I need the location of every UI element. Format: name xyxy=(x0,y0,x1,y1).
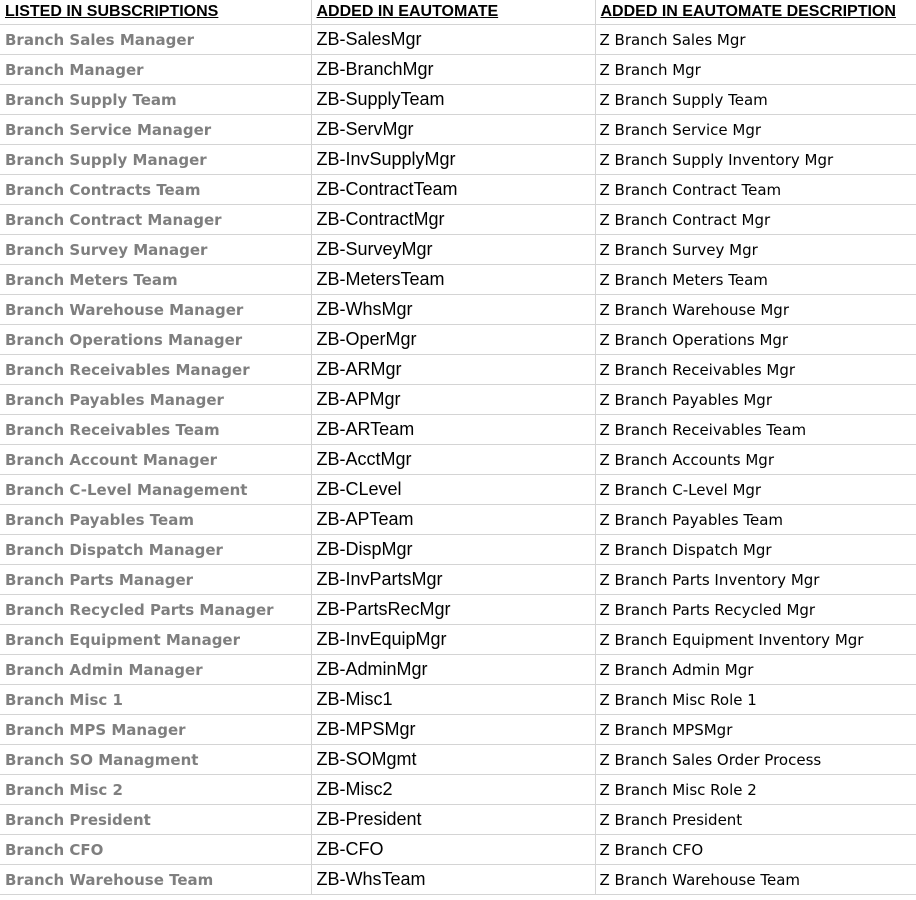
code-cell[interactable]: ZB-SurveyMgr xyxy=(311,235,595,265)
code-cell[interactable]: ZB-Misc1 xyxy=(311,685,595,715)
code-cell[interactable]: ZB-ARMgr xyxy=(311,355,595,385)
subscription-cell[interactable]: Branch Supply Team xyxy=(0,85,311,115)
description-cell[interactable]: Z Branch Parts Inventory Mgr xyxy=(595,565,916,595)
table-body xyxy=(0,25,916,895)
subscription-cell[interactable]: Branch Warehouse Manager xyxy=(0,295,311,325)
code-cell[interactable]: ZB-AcctMgr xyxy=(311,445,595,475)
table-row xyxy=(0,385,916,415)
description-cell[interactable]: Z Branch Operations Mgr xyxy=(595,325,916,355)
header-added-in-eautomate[interactable]: ADDED IN EAUTOMATE xyxy=(311,0,595,25)
code-cell[interactable]: ZB-WhsTeam xyxy=(311,865,595,895)
description-cell[interactable]: Z Branch CFO xyxy=(595,835,916,865)
table-row xyxy=(0,835,916,865)
header-listed-in-subscriptions[interactable]: LISTED IN SUBSCRIPTIONS xyxy=(0,0,311,25)
table-row xyxy=(0,85,916,115)
table-row xyxy=(0,355,916,385)
description-cell[interactable]: Z Branch Service Mgr xyxy=(595,115,916,145)
code-cell[interactable]: ZB-WhsMgr xyxy=(311,295,595,325)
code-cell[interactable]: ZB-AdminMgr xyxy=(311,655,595,685)
code-cell[interactable]: ZB-CLevel xyxy=(311,475,595,505)
subscription-cell[interactable]: Branch Contract Manager xyxy=(0,205,311,235)
header-row xyxy=(0,0,916,25)
subscription-cell[interactable]: Branch Contracts Team xyxy=(0,175,311,205)
subscription-cell[interactable]: Branch Supply Manager xyxy=(0,145,311,175)
description-cell[interactable]: Z Branch Contract Mgr xyxy=(595,205,916,235)
description-cell[interactable]: Z Branch Warehouse Mgr xyxy=(595,295,916,325)
subscription-cell[interactable]: Branch Manager xyxy=(0,55,311,85)
table-row xyxy=(0,565,916,595)
subscription-cell[interactable]: Branch Receivables Manager xyxy=(0,355,311,385)
subscription-cell[interactable]: Branch C-Level Management xyxy=(0,475,311,505)
subscription-cell[interactable]: Branch Equipment Manager xyxy=(0,625,311,655)
description-cell[interactable]: Z Branch MPSMgr xyxy=(595,715,916,745)
table-row xyxy=(0,775,916,805)
subscription-cell[interactable]: Branch Misc 2 xyxy=(0,775,311,805)
code-cell[interactable]: ZB-Misc2 xyxy=(311,775,595,805)
subscription-cell[interactable]: Branch CFO xyxy=(0,835,311,865)
table-row xyxy=(0,505,916,535)
table-row xyxy=(0,625,916,655)
code-cell[interactable]: ZB-CFO xyxy=(311,835,595,865)
table-row xyxy=(0,415,916,445)
table-row xyxy=(0,445,916,475)
code-cell[interactable]: ZB-PartsRecMgr xyxy=(311,595,595,625)
description-cell[interactable]: Z Branch Parts Recycled Mgr xyxy=(595,595,916,625)
description-cell[interactable]: Z Branch C-Level Mgr xyxy=(595,475,916,505)
description-cell[interactable]: Z Branch Meters Team xyxy=(595,265,916,295)
subscription-cell[interactable]: Branch Sales Manager xyxy=(0,25,311,55)
table-row xyxy=(0,265,916,295)
subscription-cell[interactable]: Branch MPS Manager xyxy=(0,715,311,745)
table-row xyxy=(0,865,916,895)
code-cell[interactable]: ZB-MPSMgr xyxy=(311,715,595,745)
subscription-cell[interactable]: Branch President xyxy=(0,805,311,835)
subscription-cell[interactable]: Branch Parts Manager xyxy=(0,565,311,595)
description-cell[interactable]: Z Branch Accounts Mgr xyxy=(595,445,916,475)
code-cell[interactable]: ZB-ContractMgr xyxy=(311,205,595,235)
subscription-cell[interactable]: Branch Survey Manager xyxy=(0,235,311,265)
description-cell[interactable]: Z Branch Payables Mgr xyxy=(595,385,916,415)
code-cell[interactable]: ZB-InvEquipMgr xyxy=(311,625,595,655)
code-cell[interactable]: ZB-SOMgmt xyxy=(311,745,595,775)
code-cell[interactable]: ZB-MetersTeam xyxy=(311,265,595,295)
code-cell[interactable]: ZB-BranchMgr xyxy=(311,55,595,85)
header-added-in-eautomate-description[interactable]: ADDED IN EAUTOMATE DESCRIPTION xyxy=(595,0,916,25)
subscription-cell[interactable]: Branch Payables Team xyxy=(0,505,311,535)
table-row xyxy=(0,175,916,205)
description-cell[interactable]: Z Branch Admin Mgr xyxy=(595,655,916,685)
code-cell[interactable]: ZB-President xyxy=(311,805,595,835)
subscription-cell[interactable]: Branch Meters Team xyxy=(0,265,311,295)
subscription-cell[interactable]: Branch Operations Manager xyxy=(0,325,311,355)
table-row xyxy=(0,25,916,55)
subscription-cell[interactable]: Branch Misc 1 xyxy=(0,685,311,715)
description-cell[interactable]: Z Branch Payables Team xyxy=(595,505,916,535)
code-cell[interactable]: ZB-InvSupplyMgr xyxy=(311,145,595,175)
table-row xyxy=(0,805,916,835)
description-cell[interactable]: Z Branch Contract Team xyxy=(595,175,916,205)
code-cell[interactable]: ZB-APMgr xyxy=(311,385,595,415)
description-cell[interactable]: Z Branch Receivables Team xyxy=(595,415,916,445)
subscription-cell[interactable]: Branch Payables Manager xyxy=(0,385,311,415)
subscription-cell[interactable]: Branch Admin Manager xyxy=(0,655,311,685)
description-cell[interactable]: Z Branch Mgr xyxy=(595,55,916,85)
table-row xyxy=(0,235,916,265)
description-cell[interactable]: Z Branch President xyxy=(595,805,916,835)
subscription-cell[interactable]: Branch Service Manager xyxy=(0,115,311,145)
code-cell[interactable]: ZB-APTeam xyxy=(311,505,595,535)
subscription-cell[interactable]: Branch Account Manager xyxy=(0,445,311,475)
description-cell[interactable]: Z Branch Dispatch Mgr xyxy=(595,535,916,565)
table-row xyxy=(0,535,916,565)
description-cell[interactable]: Z Branch Sales Order Process xyxy=(595,745,916,775)
table-row xyxy=(0,745,916,775)
table-row xyxy=(0,295,916,325)
table-row xyxy=(0,685,916,715)
description-cell[interactable]: Z Branch Sales Mgr xyxy=(595,25,916,55)
code-cell[interactable]: ZB-DispMgr xyxy=(311,535,595,565)
description-cell[interactable]: Z Branch Supply Team xyxy=(595,85,916,115)
code-cell[interactable]: ZB-InvPartsMgr xyxy=(311,565,595,595)
table-row xyxy=(0,145,916,175)
description-cell[interactable]: Z Branch Warehouse Team xyxy=(595,865,916,895)
description-cell[interactable]: Z Branch Equipment Inventory Mgr xyxy=(595,625,916,655)
table-row xyxy=(0,205,916,235)
subscription-cell[interactable]: Branch Recycled Parts Manager xyxy=(0,595,311,625)
table-row xyxy=(0,595,916,625)
subscription-cell[interactable]: Branch SO Managment xyxy=(0,745,311,775)
code-cell[interactable]: ZB-ARTeam xyxy=(311,415,595,445)
description-cell[interactable]: Z Branch Supply Inventory Mgr xyxy=(595,145,916,175)
code-cell[interactable]: ZB-ServMgr xyxy=(311,115,595,145)
table-row xyxy=(0,55,916,85)
code-cell[interactable]: ZB-OperMgr xyxy=(311,325,595,355)
table-row xyxy=(0,655,916,685)
table-row xyxy=(0,475,916,505)
subscription-cell[interactable]: Branch Receivables Team xyxy=(0,415,311,445)
table-row xyxy=(0,325,916,355)
subscription-cell[interactable]: Branch Warehouse Team xyxy=(0,865,311,895)
code-cell[interactable]: ZB-SupplyTeam xyxy=(311,85,595,115)
subscription-cell[interactable]: Branch Dispatch Manager xyxy=(0,535,311,565)
description-cell[interactable]: Z Branch Survey Mgr xyxy=(595,235,916,265)
code-cell[interactable]: ZB-ContractTeam xyxy=(311,175,595,205)
table-row xyxy=(0,715,916,745)
description-cell[interactable]: Z Branch Misc Role 1 xyxy=(595,685,916,715)
description-cell[interactable]: Z Branch Receivables Mgr xyxy=(595,355,916,385)
table-row xyxy=(0,115,916,145)
description-cell[interactable]: Z Branch Misc Role 2 xyxy=(595,775,916,805)
code-cell[interactable]: ZB-SalesMgr xyxy=(311,25,595,55)
